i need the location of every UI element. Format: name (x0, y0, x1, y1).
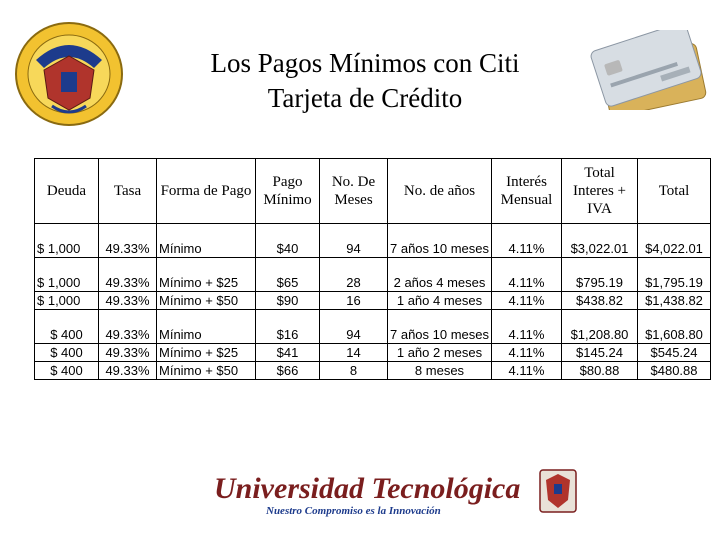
cell-deuda: $ 400 (35, 362, 99, 380)
table-row (35, 224, 711, 258)
cell-pago-minimo: $65 (256, 258, 320, 292)
cell-forma-de-pago: Mínimo + $25 (157, 344, 256, 362)
cell-pago-minimo: $66 (256, 362, 320, 380)
header-deuda: Deuda (35, 159, 99, 224)
table-row (35, 292, 711, 310)
cell-tasa: 49.33% (99, 292, 157, 310)
cell-no-de-meses: 94 (320, 310, 388, 344)
cell-no-de-anos: 7 años 10 meses (388, 310, 492, 344)
header-interes-mensual: Interés Mensual (492, 159, 562, 224)
universidad-tecnologica-logo (210, 466, 580, 526)
cell-forma-de-pago: Mínimo (157, 224, 256, 258)
header-forma-de-pago: Forma de Pago (157, 159, 256, 224)
cell-pago-minimo: $90 (256, 292, 320, 310)
cell-total-interes-iva: $3,022.01 (562, 224, 638, 258)
university-seal-logo (14, 20, 124, 128)
cell-forma-de-pago: Mínimo + $50 (157, 362, 256, 380)
cell-interes-mensual: 4.11% (492, 344, 562, 362)
brand-name-text: Universidad Tecnológica (214, 472, 521, 505)
credit-cards-picture (588, 30, 716, 110)
header-tasa: Tasa (99, 159, 157, 224)
cell-no-de-anos: 2 años 4 meses (388, 258, 492, 292)
cell-deuda: $ 1,000 (35, 292, 99, 310)
table-row (35, 310, 711, 344)
header-total: Total (638, 159, 711, 224)
cell-interes-mensual: 4.11% (492, 258, 562, 292)
cell-pago-minimo: $16 (256, 310, 320, 344)
table-row (35, 258, 711, 292)
title-line-1: Los Pagos Mínimos con Citi (210, 48, 520, 78)
cell-tasa: 49.33% (99, 344, 157, 362)
cell-no-de-meses: 16 (320, 292, 388, 310)
cell-interes-mensual: 4.11% (492, 310, 562, 344)
cell-tasa: 49.33% (99, 310, 157, 344)
cell-total-interes-iva: $795.19 (562, 258, 638, 292)
cell-no-de-anos: 1 año 4 meses (388, 292, 492, 310)
cell-deuda: $ 1,000 (35, 258, 99, 292)
cell-total: $1,438.82 (638, 292, 711, 310)
slide-title (150, 46, 580, 116)
cell-pago-minimo: $41 (256, 344, 320, 362)
header-no-de-anos: No. de años (388, 159, 492, 224)
payments-table (34, 158, 711, 380)
cell-no-de-meses: 28 (320, 258, 388, 292)
cell-interes-mensual: 4.11% (492, 362, 562, 380)
cell-no-de-meses: 94 (320, 224, 388, 258)
table-row (35, 362, 711, 380)
title-line-2: Tarjeta de Crédito (267, 83, 463, 113)
cell-forma-de-pago: Mínimo (157, 310, 256, 344)
cell-no-de-meses: 14 (320, 344, 388, 362)
cell-total: $1,608.80 (638, 310, 711, 344)
header-pago-minimo: Pago Mínimo (256, 159, 320, 224)
cell-no-de-meses: 8 (320, 362, 388, 380)
cell-no-de-anos: 7 años 10 meses (388, 224, 492, 258)
cell-total: $4,022.01 (638, 224, 711, 258)
cell-deuda: $ 400 (35, 344, 99, 362)
table-row (35, 344, 711, 362)
cell-total-interes-iva: $80.88 (562, 362, 638, 380)
cell-tasa: 49.33% (99, 362, 157, 380)
cell-forma-de-pago: Mínimo + $25 (157, 258, 256, 292)
cell-total: $480.88 (638, 362, 711, 380)
header-no-de-meses: No. De Meses (320, 159, 388, 224)
cell-total: $545.24 (638, 344, 711, 362)
cell-tasa: 49.33% (99, 224, 157, 258)
cell-interes-mensual: 4.11% (492, 292, 562, 310)
brand-tagline-text: Nuestro Compromiso es la Innovación (266, 505, 441, 517)
cell-no-de-anos: 1 año 2 meses (388, 344, 492, 362)
cell-total-interes-iva: $438.82 (562, 292, 638, 310)
cell-total-interes-iva: $145.24 (562, 344, 638, 362)
cell-interes-mensual: 4.11% (492, 224, 562, 258)
cell-forma-de-pago: Mínimo + $50 (157, 292, 256, 310)
cell-tasa: 49.33% (99, 258, 157, 292)
cell-deuda: $ 400 (35, 310, 99, 344)
cell-total-interes-iva: $1,208.80 (562, 310, 638, 344)
cell-deuda: $ 1,000 (35, 224, 99, 258)
cell-pago-minimo: $40 (256, 224, 320, 258)
table-header-row (35, 159, 711, 224)
header-total-interes-iva: Total Interes + IVA (562, 159, 638, 224)
small-seal-icon (540, 470, 576, 512)
cell-total: $1,795.19 (638, 258, 711, 292)
cell-no-de-anos: 8 meses (388, 362, 492, 380)
